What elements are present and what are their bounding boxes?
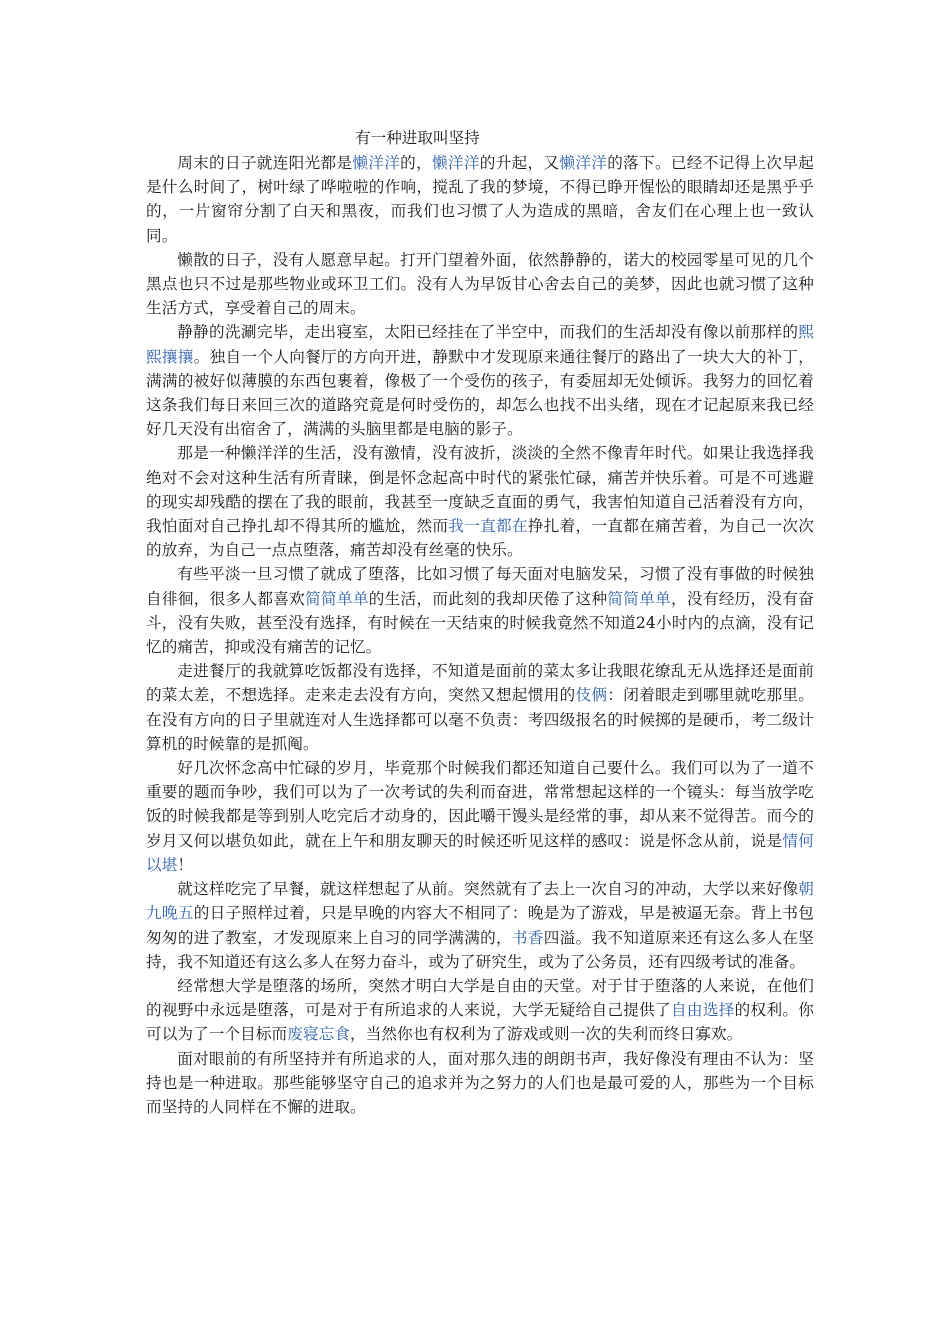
document-title: 有一种进取叫坚持 — [355, 129, 480, 147]
paragraph-text: 的落下。已经不记得上次早起是什么时间了，树叶绿了哗啦啦的作响，搅乱了我的梦境，不得已睁开惺忪的眼睛却还是黑乎乎的，一片窗帘分割了白天和黑夜，而我们也习惯了人为造成的黑暗，舍友们在心理上也一致认同。 — [146, 154, 814, 245]
paragraph-text: ：闭着眼走到哪里就吃那里。在没有方向的日子里就连对人生选择都可以毫不负责：考四级报名的时候掷的是硬币，考二级计算机的时候靠的是抓阄。 — [146, 686, 814, 753]
paragraph-text: 有些平淡一旦习惯了就成了堕落，比如习惯了每天面对电脑发呆，习惯了没有事做的时候独自徘徊，很多人都喜欢 — [146, 565, 814, 608]
paragraph-text: 面对眼前的有所坚持并有所追求的人，面对那久违的朗朗书声，我好像没有理由不认为：坚持也是一种进取。那些能够坚守自己的追求并为之努力的人们也是最可爱的人，那些为一个目标而坚持的人同样在不懈的进取。 — [146, 1049, 814, 1116]
paragraph — [146, 320, 814, 441]
paragraph-text: 四溢。我不知道原来还有这么多人在坚持，我不知道还有这么多人在努力奋斗，或为了研究生，或为了公务员，还有四级考试的准备。 — [146, 928, 814, 971]
paragraph-text: 的日子照样过着，只是早晚的内容大不相同了：晚是为了游戏，早是被逼无奈。背上书包匆匆的进了教室，才发现原来上自习的同学满满的， — [146, 904, 814, 947]
inline-link[interactable]: 情何以堪 — [146, 831, 814, 874]
paragraph-text: 那是一种懒洋洋的生活，没有激情，没有波折，淡淡的全然不像青年时代。如果让我选择我绝对不会对这种生活有所青睐，倒是怀念起高中时代的紧张忙碌，痛苦并快乐着。可是不可逃避的现实却残酷的摆在了我的眼前，我甚至一度缺乏直面的勇气，我害怕知道自己活着没有方向，我怕面对自己挣扎却不得其所的尴尬，然而 — [146, 444, 814, 536]
paragraph-text: 走进餐厅的我就算吃饭都没有选择，不知道是面前的菜太多让我眼花缭乱无从选择还是面前的菜太差，不想选择。走来走去没有方向，突然又想起惯用的 — [146, 662, 814, 705]
paragraph-text: 就这样吃完了早餐，就这样想起了从前。突然就有了去上一次自习的冲动，大学以来好像 — [177, 880, 799, 899]
document-body — [146, 151, 814, 1119]
paragraph-text: ，当然你也有权利为了游戏或则一次的失利而终日寡欢。 — [350, 1025, 743, 1044]
paragraph — [146, 1047, 814, 1120]
paragraph-text: 静静的洗涮完毕，走出寝室，太阳已经挂在了半空中，而我们的生活却没有像以前那样的 — [177, 323, 799, 342]
inline-link[interactable]: 懒洋洋 — [432, 154, 480, 172]
paragraph-text: ！ — [177, 855, 194, 874]
paragraph — [146, 248, 814, 321]
paragraph-text: 的升起，又 — [479, 154, 560, 172]
paragraph-text: 懒散的日子，没有人愿意早起。打开门望着外面，依然静静的，诺大的校园零星可见的几个黑点也只不过是那些物业或环卫工们。没有人为早饭甘心舍去自己的美梦，因此也就习惯了这种生活方式，享受着自己的周末。 — [146, 250, 814, 318]
paragraph-text: 挣扎着，一直都在痛苦着，为自己一次次的放弃，为自己一点点堕落，痛苦却没有丝毫的快乐。 — [146, 517, 814, 560]
paragraph — [146, 974, 814, 1047]
inline-link[interactable]: 朝九晚五 — [146, 880, 814, 923]
paragraph-text: 的， — [400, 154, 432, 172]
paragraph-text: 的权利。你可以为了一个目标而 — [146, 1001, 814, 1044]
inline-link[interactable]: 熙熙攘攘 — [146, 323, 814, 366]
inline-link[interactable]: 简简单单 — [305, 589, 369, 608]
inline-link[interactable]: 伎俩 — [575, 686, 608, 705]
paragraph — [146, 877, 814, 974]
paragraph-text: 。独自一个人向餐厅的方向开进，静默中才发现原来通往餐厅的路出了一块大大的补丁，满满的被好似薄膜的东西包裹着，像极了一个受伤的孩子，有委屈却无处倾诉。我努力的回忆着这条我们每日来回三次的道路究竟是何时受伤的，却怎么也找不出头绪，现在才记起原来我已经好几天没有出宿舍了，满满的头脑里都是电脑的影子。 — [146, 347, 814, 439]
paragraph — [146, 562, 814, 659]
paragraph-text: 好几次怀念高中忙碌的岁月，毕竟那个时候我们都还知道自己要什么。我们可以为了一道不重要的题而争吵，我们可以为了一次考试的失利而奋进，常常想起这样的一个镜头：每当放学吃饭的时候我都是等到别人吃完后才动身的，因此嚼干馒头是经常的事，却从来不觉得苦。而今的岁月又何以堪负如此，就在上午和朋友聊天的时候还听见这样的感叹：说是怀念从前，说是 — [146, 759, 814, 850]
inline-link[interactable]: 懒洋洋 — [559, 154, 608, 172]
paragraph-text: 周末的日子就连阳光都是 — [177, 154, 353, 172]
inline-link[interactable]: 废寝忘食 — [287, 1025, 351, 1044]
inline-link[interactable]: 简简单单 — [607, 589, 672, 608]
paragraph — [146, 756, 814, 877]
inline-link[interactable]: 自由选择 — [671, 1001, 735, 1020]
document-page — [146, 126, 814, 1119]
inline-link[interactable]: 书香 — [511, 928, 544, 947]
inline-link[interactable]: 我一直都在 — [448, 517, 528, 536]
paragraph-text: 的生活，而此刻的我却厌倦了这种 — [368, 589, 608, 608]
paragraph-text: ，没有经历，没有奋斗，没有失败，甚至没有选择，有时候在一天结束的时候我竟然不知道24小时内的点滴，没有记忆的痛苦，抑或没有痛苦的记忆。 — [146, 589, 814, 657]
inline-link[interactable]: 懒洋洋 — [352, 154, 401, 172]
paragraph — [146, 659, 814, 756]
paragraph-text: 经常想大学是堕落的场所，突然才明白大学是自由的天堂。对于甘于堕落的人来说，在他们的视野中永远是堕落，可是对于有所追求的人来说，大学无疑给自己提供了 — [146, 976, 814, 1020]
paragraph — [146, 441, 814, 562]
paragraph — [146, 151, 814, 248]
